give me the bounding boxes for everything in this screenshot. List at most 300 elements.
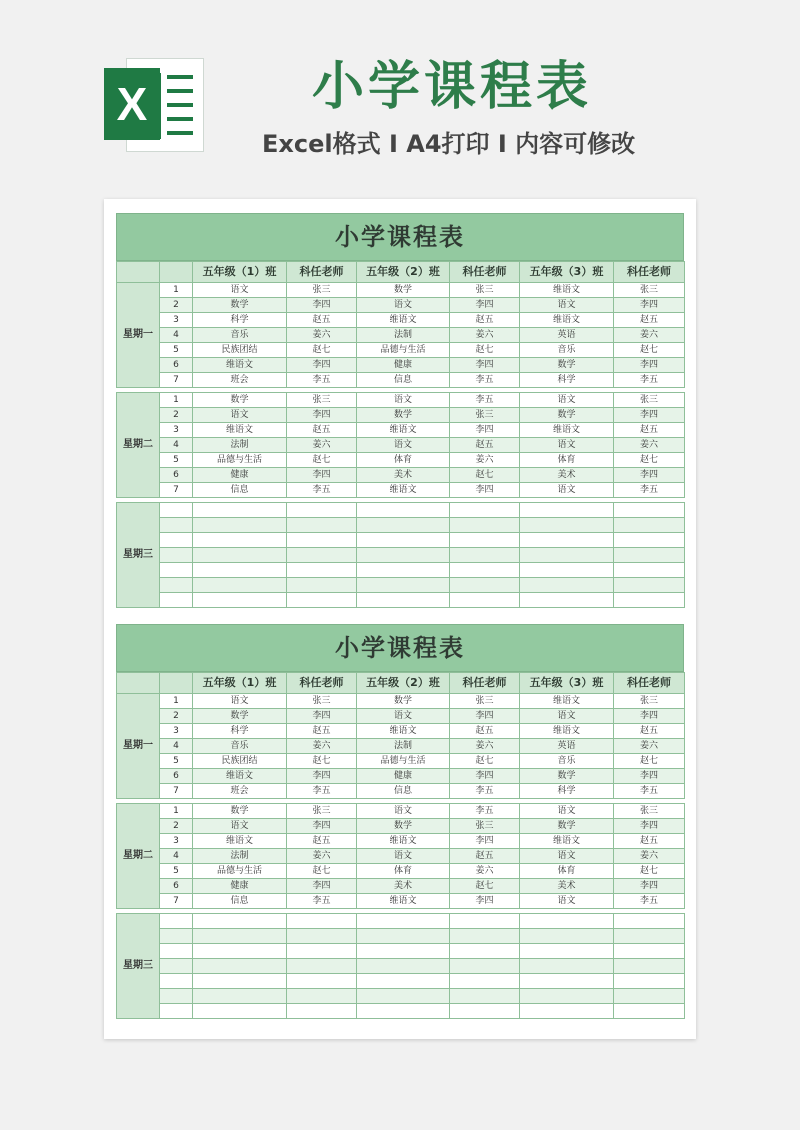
table-cell	[520, 914, 614, 929]
table-cell	[357, 959, 450, 974]
period-number: 6	[160, 769, 193, 784]
table-cell: 语文	[520, 483, 614, 498]
table-cell: 李四	[450, 769, 520, 784]
table-cell: 李五	[614, 894, 685, 909]
period-number: 6	[160, 879, 193, 894]
table-row	[117, 328, 685, 343]
table-cell	[520, 989, 614, 1004]
column-header: 科任老师	[614, 262, 685, 283]
table-cell: 李四	[614, 879, 685, 894]
table-cell: 维语文	[520, 423, 614, 438]
table-cell: 赵七	[450, 468, 520, 483]
table-cell: 张三	[450, 408, 520, 423]
table-cell: 数学	[357, 694, 450, 709]
table-cell: 李五	[450, 393, 520, 408]
table-cell: 科学	[520, 373, 614, 388]
table-row	[117, 959, 685, 974]
table-cell: 维语文	[520, 313, 614, 328]
table-cell: 赵五	[614, 313, 685, 328]
table-cell	[357, 944, 450, 959]
table-cell	[450, 929, 520, 944]
table-cell: 李四	[450, 423, 520, 438]
schedule-sheet	[116, 213, 684, 608]
column-header: 五年级（1）班	[193, 673, 287, 694]
table-cell	[520, 518, 614, 533]
table-row	[117, 989, 685, 1004]
excel-logo-icon	[104, 58, 202, 150]
table-cell: 数学	[357, 408, 450, 423]
table-cell: 语文	[357, 849, 450, 864]
table-cell	[287, 578, 357, 593]
table-cell	[287, 974, 357, 989]
table-cell: 法制	[193, 438, 287, 453]
table-cell	[357, 989, 450, 1004]
table-cell	[614, 914, 685, 929]
period-number: 7	[160, 373, 193, 388]
table-row	[117, 298, 685, 313]
period-number: 3	[160, 313, 193, 328]
period-number: 4	[160, 438, 193, 453]
table-cell: 姜六	[614, 739, 685, 754]
table-cell: 音乐	[193, 739, 287, 754]
table-cell: 赵七	[287, 864, 357, 879]
table-cell	[614, 533, 685, 548]
table-cell: 语文	[193, 283, 287, 298]
table-cell: 赵五	[614, 423, 685, 438]
period-number: 6	[160, 358, 193, 373]
table-row	[117, 373, 685, 388]
table-cell: 美术	[357, 468, 450, 483]
period-number: 5	[160, 343, 193, 358]
table-cell: 张三	[614, 393, 685, 408]
period-number: 4	[160, 328, 193, 343]
table-row	[117, 864, 685, 879]
table-cell	[193, 518, 287, 533]
table-cell: 李四	[614, 408, 685, 423]
table-cell: 美术	[520, 879, 614, 894]
table-cell	[614, 1004, 685, 1019]
table-cell	[287, 944, 357, 959]
table-cell: 维语文	[520, 724, 614, 739]
period-number: 1	[160, 804, 193, 819]
period-number: 5	[160, 864, 193, 879]
period-number: 3	[160, 834, 193, 849]
column-header: 科任老师	[287, 673, 357, 694]
table-cell: 姜六	[614, 849, 685, 864]
table-cell: 李四	[287, 709, 357, 724]
table-cell: 李五	[287, 483, 357, 498]
table-cell	[287, 929, 357, 944]
table-cell	[520, 578, 614, 593]
period-number: 7	[160, 483, 193, 498]
period-number	[160, 533, 193, 548]
period-number	[160, 944, 193, 959]
table-cell: 姜六	[287, 328, 357, 343]
banner-title: 小学课程表	[311, 57, 592, 117]
table-cell	[193, 563, 287, 578]
table-cell	[614, 929, 685, 944]
table-cell	[287, 989, 357, 1004]
excel-x-glyph: X	[104, 68, 160, 140]
table-cell: 语文	[357, 393, 450, 408]
table-cell: 语文	[520, 438, 614, 453]
table-cell	[450, 503, 520, 518]
table-cell: 李四	[287, 769, 357, 784]
table-cell: 姜六	[287, 849, 357, 864]
table-cell: 健康	[357, 358, 450, 373]
table-cell	[450, 548, 520, 563]
table-cell: 赵七	[450, 879, 520, 894]
table-cell	[193, 533, 287, 548]
period-number	[160, 518, 193, 533]
table-cell	[614, 593, 685, 608]
table-cell: 李四	[614, 358, 685, 373]
table-row	[117, 849, 685, 864]
table-row	[117, 834, 685, 849]
table-row	[117, 358, 685, 373]
table-cell: 李四	[614, 769, 685, 784]
table-cell: 李四	[614, 819, 685, 834]
column-header	[160, 673, 193, 694]
table-cell	[193, 974, 287, 989]
table-cell: 维语文	[357, 724, 450, 739]
table-cell: 李五	[614, 373, 685, 388]
table-cell	[614, 563, 685, 578]
column-header: 科任老师	[450, 262, 520, 283]
table-cell	[520, 563, 614, 578]
table-cell: 语文	[193, 408, 287, 423]
column-header: 五年级（1）班	[193, 262, 287, 283]
sheet-title: 小学课程表	[116, 624, 684, 672]
table-cell: 信息	[357, 373, 450, 388]
table-cell: 科学	[520, 784, 614, 799]
table-cell	[357, 518, 450, 533]
table-row	[117, 453, 685, 468]
table-row	[117, 819, 685, 834]
table-cell: 李五	[287, 373, 357, 388]
table-cell: 赵五	[450, 724, 520, 739]
table-cell: 赵五	[287, 834, 357, 849]
table-cell: 李四	[450, 358, 520, 373]
table-cell	[193, 1004, 287, 1019]
table-cell: 李四	[450, 483, 520, 498]
period-number: 2	[160, 819, 193, 834]
table-cell: 数学	[520, 358, 614, 373]
table-row	[117, 754, 685, 769]
table-cell	[193, 989, 287, 1004]
period-number	[160, 929, 193, 944]
table-cell: 维语文	[357, 894, 450, 909]
table-cell: 赵七	[287, 453, 357, 468]
table-cell	[520, 548, 614, 563]
table-cell: 赵七	[614, 754, 685, 769]
table-cell: 李四	[287, 468, 357, 483]
header-row	[117, 673, 685, 694]
table-cell: 赵五	[614, 724, 685, 739]
table-cell: 语文	[357, 438, 450, 453]
table-cell: 赵五	[450, 313, 520, 328]
table-cell	[520, 929, 614, 944]
period-number: 1	[160, 393, 193, 408]
period-number	[160, 563, 193, 578]
table-cell: 维语文	[357, 834, 450, 849]
table-cell: 健康	[193, 879, 287, 894]
period-number: 5	[160, 453, 193, 468]
period-number	[160, 914, 193, 929]
table-cell: 维语文	[357, 313, 450, 328]
table-cell: 李四	[614, 468, 685, 483]
table-cell: 语文	[357, 804, 450, 819]
table-cell: 维语文	[193, 769, 287, 784]
table-cell	[357, 929, 450, 944]
day-label: 星期一	[117, 283, 160, 388]
table-row	[117, 1004, 685, 1019]
table-cell	[287, 503, 357, 518]
table-cell	[520, 974, 614, 989]
period-number: 2	[160, 298, 193, 313]
period-number: 3	[160, 724, 193, 739]
table-row	[117, 879, 685, 894]
table-cell: 英语	[520, 739, 614, 754]
period-number: 6	[160, 468, 193, 483]
table-cell	[614, 548, 685, 563]
table-cell: 语文	[520, 894, 614, 909]
banner	[0, 0, 800, 190]
table-cell: 李五	[450, 784, 520, 799]
period-number: 2	[160, 709, 193, 724]
table-cell: 语文	[520, 849, 614, 864]
table-cell: 李四	[287, 819, 357, 834]
table-cell: 音乐	[520, 343, 614, 358]
table-cell: 数学	[193, 298, 287, 313]
table-cell: 语文	[520, 298, 614, 313]
table-cell: 张三	[287, 804, 357, 819]
table-cell: 张三	[450, 819, 520, 834]
table-cell	[193, 944, 287, 959]
column-header: 科任老师	[287, 262, 357, 283]
table-cell: 品德与生活	[357, 754, 450, 769]
table-cell: 姜六	[614, 438, 685, 453]
day-label: 星期二	[117, 393, 160, 498]
table-cell: 语文	[520, 709, 614, 724]
table-cell: 李四	[450, 298, 520, 313]
period-number	[160, 1004, 193, 1019]
table-cell: 姜六	[450, 328, 520, 343]
table-row	[117, 593, 685, 608]
day-label: 星期三	[117, 503, 160, 608]
table-cell	[614, 959, 685, 974]
table-cell: 维语文	[193, 423, 287, 438]
period-number	[160, 578, 193, 593]
table-row	[117, 313, 685, 328]
table-cell: 数学	[520, 408, 614, 423]
column-header	[117, 262, 160, 283]
table-cell: 维语文	[520, 694, 614, 709]
table-row	[117, 804, 685, 819]
period-number	[160, 959, 193, 974]
table-cell: 数学	[520, 769, 614, 784]
table-cell	[450, 578, 520, 593]
table-cell: 张三	[287, 283, 357, 298]
table-cell: 姜六	[450, 739, 520, 754]
table-cell: 科学	[193, 724, 287, 739]
table-row	[117, 694, 685, 709]
table-cell	[520, 503, 614, 518]
day-label: 星期一	[117, 694, 160, 799]
table-cell: 张三	[614, 694, 685, 709]
table-cell: 音乐	[193, 328, 287, 343]
table-row	[117, 944, 685, 959]
table-row	[117, 423, 685, 438]
table-cell: 李四	[287, 408, 357, 423]
table-cell: 李四	[287, 879, 357, 894]
table-cell	[193, 929, 287, 944]
table-cell	[614, 578, 685, 593]
table-cell	[450, 593, 520, 608]
table-cell	[450, 563, 520, 578]
schedule-sheet	[116, 624, 684, 1019]
table-cell: 李五	[450, 373, 520, 388]
table-cell: 维语文	[520, 283, 614, 298]
table-cell	[357, 914, 450, 929]
table-cell: 李五	[614, 483, 685, 498]
table-cell: 数学	[193, 709, 287, 724]
table-cell: 数学	[193, 393, 287, 408]
table-cell	[614, 989, 685, 1004]
table-cell	[193, 914, 287, 929]
table-cell	[357, 548, 450, 563]
table-cell: 姜六	[287, 739, 357, 754]
table-cell	[450, 989, 520, 1004]
table-cell: 维语文	[193, 358, 287, 373]
table-cell: 赵七	[287, 343, 357, 358]
table-row	[117, 283, 685, 298]
table-cell: 法制	[357, 739, 450, 754]
table-cell: 赵七	[450, 343, 520, 358]
table-cell	[520, 959, 614, 974]
period-number	[160, 548, 193, 563]
table-cell	[287, 593, 357, 608]
table-cell	[193, 578, 287, 593]
table-cell: 赵五	[614, 834, 685, 849]
table-cell	[193, 593, 287, 608]
table-row	[117, 784, 685, 799]
table-cell	[357, 503, 450, 518]
table-cell: 赵五	[287, 724, 357, 739]
table-cell: 语文	[193, 819, 287, 834]
table-cell: 品德与生活	[357, 343, 450, 358]
table-cell	[357, 974, 450, 989]
table-cell: 李五	[287, 894, 357, 909]
table-cell	[520, 944, 614, 959]
table-row	[117, 894, 685, 909]
header-row	[117, 262, 685, 283]
table-cell: 张三	[450, 283, 520, 298]
table-cell: 数学	[520, 819, 614, 834]
table-cell: 赵五	[287, 423, 357, 438]
table-cell	[450, 518, 520, 533]
column-header: 五年级（2）班	[357, 262, 450, 283]
table-cell: 赵七	[614, 453, 685, 468]
schedule-table	[116, 261, 685, 608]
table-cell	[287, 533, 357, 548]
table-row	[117, 518, 685, 533]
column-header: 五年级（2）班	[357, 673, 450, 694]
table-row	[117, 914, 685, 929]
table-row	[117, 503, 685, 518]
table-cell	[614, 974, 685, 989]
table-row	[117, 974, 685, 989]
table-cell: 李四	[614, 298, 685, 313]
table-cell: 民族团结	[193, 754, 287, 769]
table-cell: 姜六	[614, 328, 685, 343]
table-cell: 赵五	[287, 313, 357, 328]
table-cell	[357, 593, 450, 608]
period-number: 4	[160, 739, 193, 754]
table-cell: 赵七	[614, 343, 685, 358]
table-cell: 语文	[520, 393, 614, 408]
period-number: 4	[160, 849, 193, 864]
table-row	[117, 563, 685, 578]
table-cell: 品德与生活	[193, 453, 287, 468]
table-row	[117, 578, 685, 593]
table-cell	[450, 1004, 520, 1019]
table-cell: 赵七	[614, 864, 685, 879]
table-cell: 美术	[357, 879, 450, 894]
table-row	[117, 438, 685, 453]
table-cell	[287, 518, 357, 533]
table-cell: 信息	[193, 894, 287, 909]
table-cell	[520, 593, 614, 608]
column-header: 五年级（3）班	[520, 673, 614, 694]
table-cell: 赵七	[287, 754, 357, 769]
table-cell: 李四	[614, 709, 685, 724]
table-cell: 美术	[520, 468, 614, 483]
table-cell: 赵五	[450, 438, 520, 453]
period-number: 1	[160, 694, 193, 709]
table-cell	[357, 563, 450, 578]
table-cell: 英语	[520, 328, 614, 343]
day-label: 星期三	[117, 914, 160, 1019]
table-cell	[520, 533, 614, 548]
banner-subtitle: Excel格式 I A4打印 I 内容可修改	[262, 130, 636, 158]
period-number: 1	[160, 283, 193, 298]
table-cell	[287, 563, 357, 578]
table-cell	[287, 1004, 357, 1019]
table-cell	[450, 959, 520, 974]
table-cell: 信息	[193, 483, 287, 498]
table-cell: 李五	[287, 784, 357, 799]
period-number: 7	[160, 784, 193, 799]
table-cell: 班会	[193, 373, 287, 388]
table-cell	[193, 503, 287, 518]
table-cell: 数学	[357, 283, 450, 298]
table-cell	[450, 914, 520, 929]
table-cell: 科学	[193, 313, 287, 328]
table-cell: 赵七	[450, 754, 520, 769]
table-cell: 健康	[357, 769, 450, 784]
table-cell: 赵五	[450, 849, 520, 864]
period-number	[160, 974, 193, 989]
table-cell: 张三	[614, 804, 685, 819]
period-number	[160, 989, 193, 1004]
table-cell: 姜六	[450, 864, 520, 879]
table-cell: 语文	[357, 298, 450, 313]
table-row	[117, 769, 685, 784]
column-header: 科任老师	[450, 673, 520, 694]
table-cell	[287, 959, 357, 974]
table-row	[117, 483, 685, 498]
